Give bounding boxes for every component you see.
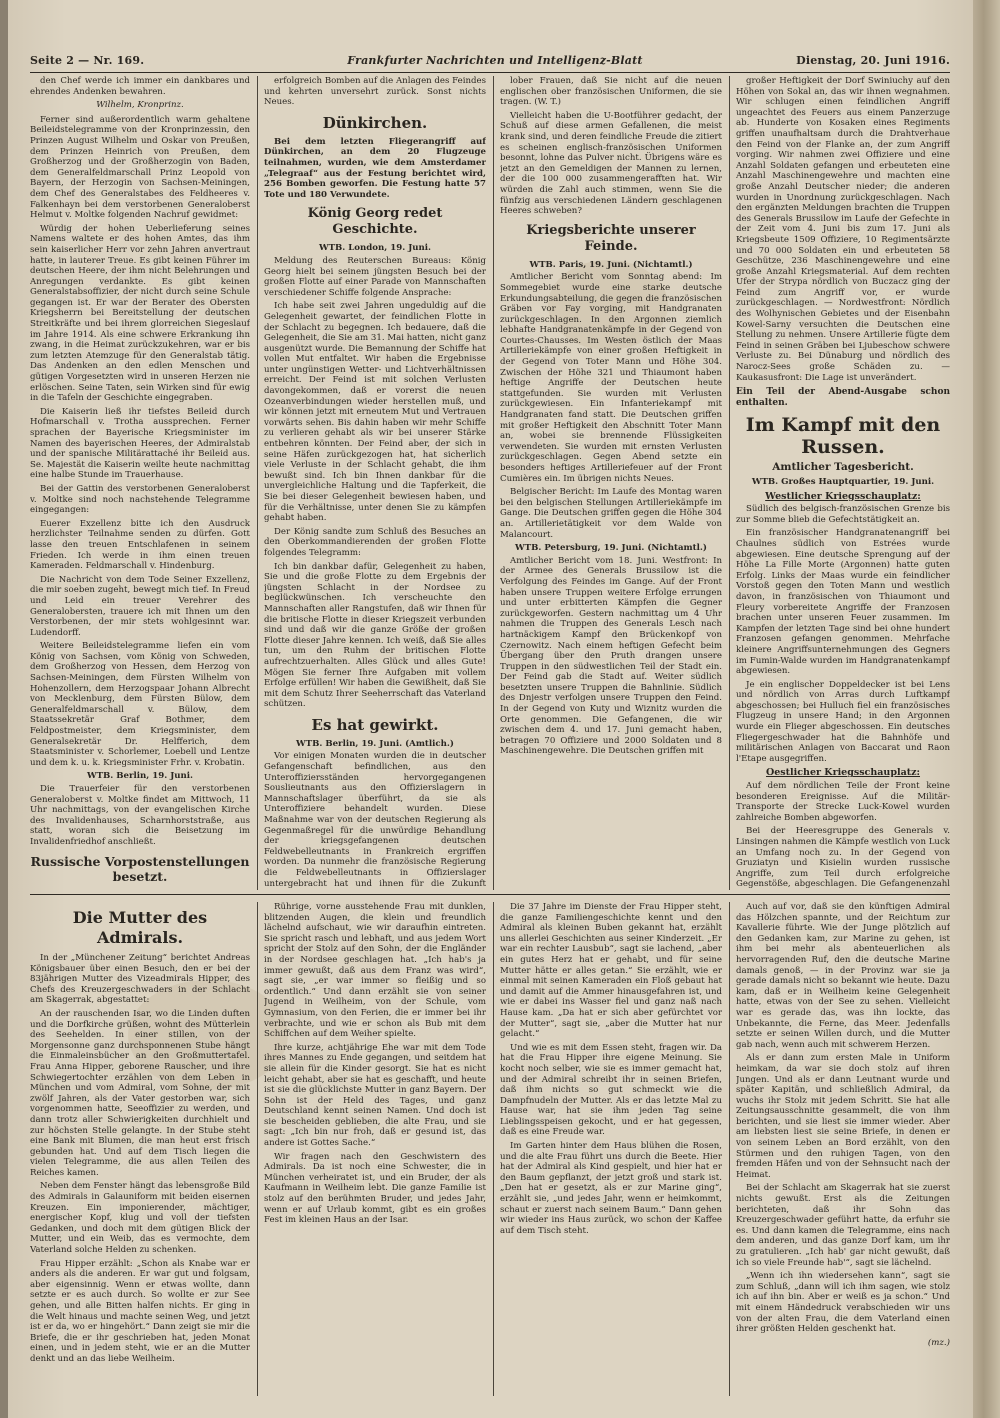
page-number: Seite 2 — Nr. 169. <box>30 54 145 67</box>
article-headline: Es hat gewirkt. <box>311 715 439 734</box>
issue-date: Dienstag, 20. Juni 1916. <box>796 54 950 67</box>
column-rule <box>257 902 258 1396</box>
paragraph: Frau Hipper erzählt: „Schon als Knabe war er anders als die anderen. Er war gut und folgsam, aber eigensinnig. Wenn er etwas wollte, dann setzte er es auch durch. So wollte er zur See gehen, und alle Bitten halfen nichts. Er ging in die Welt hinaus und machte seinen Weg, und jetzt ist er da, wo er hingehört.“ Dann zeigt sie mir die Briefe, die er ihr geschrieben hat, jeden Monat einen, und in jedem steht, wie er an die Mutter denkt und an das liebe Weilheim. <box>30 1258 250 1364</box>
column-4 <box>736 76 950 888</box>
paragraph: Und wie es mit dem Essen steht, fragen wir. Da hat die Frau Hipper ihre eigene Meinung. Sie kocht noch selber, wie sie es immer gemacht hat, und der Admiral schreibt ihr in seinen Briefen, daß ihm nichts so gut schmeckt wie die Dampfnudeln der Mutter. Als er das letzte Mal zu Hause war, hat sie ihm jeden Tag seine Lieblingsspeisen gekocht, und er hat gegessen, daß es eine Freude war. <box>500 1042 722 1138</box>
paragraph: Amtlicher Bericht vom Sonntag abend: Im Sommegebiet wurde eine starke deutsche Erkundungsabteilung, die gegen die französischen Gräben vor Fay vorging, mit Handgranaten zurückgeschlagen. In den Argonnen ziemlich lebhafte Handgranatenkämpfe in der Gegend von Courtes-Chausses. Im Westen östlich der Maas Artilleriekämpfe von einer großen Heftigkeit in der Gegend von Toter Mann und Höhe 304. Zwischen der Höhe 321 und Thiaumont haben heftige Angriffe der Deutschen heute stattgefunden. Sie wurden mit Verlusten zurückgewiesen. Ein Infanteriekampf mit Handgranaten fand statt. Die Deutschen griffen mit großer Heftigkeit den Abschnitt Toter Mann an, wobei sie brennende Flüssigkeiten verwendeten. Sie wurden mit ernsten Verlusten zurückgeschlagen. Gegen Abend setzte ein besonders heftiges Artilleriefeuer auf der Front Cumières ein. Im übrigen nichts Neues. <box>500 272 722 484</box>
adjacent-page-edge <box>973 0 1000 1418</box>
page-header <box>30 50 950 73</box>
sub-headline: Amtlicher Tagesbericht. <box>772 461 914 474</box>
paragraph: Bei der Schlacht am Skagerrak hat sie zuerst nichts gewußt. Erst als die Zeitungen berichteten, daß ihr Sohn das Kreuzergeschwader geführt hatte, da erfuhr sie es. Und dann kamen die Telegramme, eins nach dem anderen, und das ganze Dorf kam, um ihr zu gratulieren. „Ich hab' gar nicht gewußt, daß ich so viele Freunde hab'“, sagt sie lächelnd. <box>736 1183 950 1268</box>
paragraph: Ein französischer Handgranatenangriff bei Chaulnes südlich von Estrées wurde abgewiesen. Eine deutsche Sprengung auf der Höhe La Fille Morte (Argonnen) hatte guten Erfolg. Links der Maas wurde ein feindlicher Vorstoß gegen den Toten Mann und westlich davon, in französischen von Thiaumont und Fleury vorbereitete Angriffe der Franzosen brachen unter unseren Feuer zusammen. Im Kampfen der letzten Tage sind bei ohne hundert Franzosen gefangen genommen. Mehrfache kleinere Angriffsunternehmungen des Gegners im Fumin-Walde wurden im Handgranatenkampf abgewiesen. <box>736 528 950 677</box>
column-rule <box>729 902 730 1396</box>
section-heading: Oestlicher Kriegsschauplatz: <box>765 767 921 779</box>
paragraph: An der rauschenden Isar, wo die Linden duften und die Dorfkirche grüßen, wohnt des Mütterlein des Seehelden. In einer stillen, von der Morgensonne ganz durchsponnenen Stube hängt die Einmaleinsbücher an den Großmuttertafel. Frau Anna Hipper, geborene Rauscher, und ihre Schwiegertochter erzählen von dem Leben in München und vom Admiral, vom Sohne, der mit zwölf Jahren, als der Vater gestorben war, sich vorgenommen hatte, Seeoffizier zu werden, und dann trotz aller Schwierigkeiten durchhielt und zur höchsten Stelle gelangte. In der Stube steht eine Bank mit Blumen, die man heut erst frisch gebunden hat. Und auf dem Tisch liegen die vielen Telegramme, die aus allen Teilen des Reiches kamen. <box>30 1008 250 1178</box>
paragraph: lober Frauen, daß Sie nicht auf die neuen englischen ober französischen Uniformen, die sie tragen. (W. T.) <box>500 76 722 108</box>
article-headline: Russische Vorpostenstellungen besetzt. <box>30 853 250 884</box>
article-headline: König Georg redet Geschichte. <box>307 206 443 238</box>
dateline: WTB. Berlin, 19. Juni. <box>86 771 194 782</box>
paragraph: Auf dem nördlichen Teile der Front keine besonderen Ereignisse. Auf die Militär-Transporte der Strecke Luck-Kowel wurden zahlreiche Bomben abgeworfen. <box>736 781 950 823</box>
article-headline: Kriegsberichte unserer Feinde. <box>526 222 696 254</box>
paragraph: In der „Münchener Zeitung“ berichtet Andreas Königsbauer über einen Besuch, den er bei der 83jährigen Mutter des Vizeadmirals Hipper, des Chefs des Kreuzergeschwaders in der Schlacht am Skagerrak, abgestattet: <box>30 953 250 1006</box>
column-1 <box>30 76 250 888</box>
paragraph: Rührige, vorne ausstehende Frau mit dunklen, blitzenden Augen, die klein und freundlich lächelnd aufschaut, wie wir daraufhin eintreten. Sie spricht rasch und lebhaft, und aus jedem Wort spricht der Stolz auf den Sohn, der die Engländer in der Nordsee geschlagen hat. „Ich hab's ja immer gewußt, daß aus dem Franz was wird“, sagt sie, „er war immer so fleißig und so ordentlich.“ Und dann erzählt sie von seiner Jugend in Weilheim, von der Schule, vom Gymnasium, von den Ferien, die er immer bei ihr verbrachte, und wie er schon als Bub mit dem Schiffchen auf dem Weiher spielte. <box>264 902 486 1040</box>
paragraph: Weitere Beileidstelegramme liefen ein vom König von Sachsen, vom König von Schweden, dem Großherzog von Hessen, dem Herzog von Sachsen-Meiningen, dem Fürsten Wilhelm von Hohenzollern, dem Herzogspaar Johann Albrecht von Mecklenburg, dem Fürsten Bülow, dem Generalfeldmarschall v. Bülow, dem Staatssekretär Graf Bothmer, dem Feldpostmeister, dem Kriegsminister, dem Generalsekretär Dr. Helfferich, dem Staatsminister v. Schorlemer, Loebell und Lentze und dem k. u. k. Kriegsminister Frhr. v. Krobatin. <box>30 641 250 768</box>
dateline: WTB. Berlin, 19. Juni. (Amtlich.) <box>296 738 454 749</box>
paragraph: Euerer Exzellenz bitte ich den Ausdruck herzlichster Teilnahme senden zu dürfen. Gott lasse den treuen Entschlafenen in seinem Frieden. Ich werde in ihm einen treuen Kameraden. Feldmarschall v. Hindenburg. <box>30 518 250 572</box>
feature-column-1 <box>30 902 250 1394</box>
paragraph: Vor einigen Monaten wurden die in deutscher Gefangenschaft befindlichen, aus den Unteroffiziersständen hervorgegangenen Souslieutnants aus den Offizierslagern in Mannschaftslager überführt, da sie als Unteroffiziere behandelt wurden. Diese Maßnahme war von der deutschen Regierung als Gegenmaßregel für die unwürdige Behandlung der kriegsgefangenen deutschen Feldwebelleutnants in Frankreich ergriffen worden. Da nunmehr die französische Regierung die Feldwebelleutnants in Offizierslager untergebracht hat und ihnen für die Zukunft <box>264 751 486 888</box>
paragraph: Ihre kurze, achtjährige Ehe war mit dem Tode ihres Mannes zu Ende gegangen, und seitdem hat sie allein für die Kinder gesorgt. Sie hat es nicht leicht gehabt, aber sie hat es geschafft, und heute ist sie die glücklichste Mutter in ganz Bayern. Der Sohn ist der Held des Tages, und ganz Deutschland kennt seinen Namen. Und doch ist sie bescheiden geblieben, die alte Frau, und sie sagt: „Ich bin nur froh, daß er gesund ist, das andere ist Gottes Sache.“ <box>264 1042 486 1149</box>
column-rule <box>729 76 730 890</box>
paragraph: Wir fragen nach den Geschwistern des Admirals. Da ist noch eine Schwester, die in München verheiratet ist, und ein Bruder, der als Kaufmann in Weilheim lebt. Die ganze Familie ist stolz auf den berühmten Bruder, und jedes Jahr, wenn er auf Urlaub kommt, gibt es ein großes Fest im kleinen Haus an der Isar. <box>264 1151 486 1226</box>
main-headline: Im Kampf mit den Russen. <box>745 414 941 459</box>
paragraph: Ferner sind außerordentlich warm gehaltene Beileidstelegramme von der Kronprinzessin, den Prinzen August Wilhelm und Oskar von Preußen, dem Prinzen Heinrich von Preußen, dem Großherzog und der Großherzogin von Baden, dem Generalfeldmarschall Prinz Leopold von Bayern, der Herzogin von Sachsen-Meiningen, dem Chef des Generalstabes des Feldheeres v. Falkenhayn bei dem verstorbenen Generaloberst Helmut v. Moltke folgenden Nachruf gewidmet: <box>30 114 250 221</box>
paragraph: großer Heftigkeit der Dorf Swiniuchy auf den Höhen von Sokal an, das wir ihnen wegnahmen. Wir schlugen einen feindlichen Angriff ungeachtet des Feuers aus einem Panzerzuge ab. Hunderte von Kosaken eines Regiments griffen unaufhaltsam durch die Drahtverhaue den Feind von der Flanke an, der zum Angriff vorging. Wir nahmen zwei Offiziere und eine Anzahl Soldaten gefangen und erbeuteten eine Anzahl Maschinengewehre und machten eine große Anzahl Deutscher nieder; die anderen wurden in Unordnung zurückgeschlagen. Nach den ergänzten Meldungen brachten die Truppen des Generals Brussilow im Laufe der Gefechte in der Zeit vom 4. Juni bis zum 17. Juni als Kriegsbeute 1509 Offiziere, 10 Regimentsärzte und 70 000 Soldaten ein und erbeuteten 58 Geschütze, 236 Maschinengewehre und eine große Anzahl Kriegsmaterial. Auf dem rechten Ufer der Strypa nördlich von Buczacz ging der Feind zum Angriff vor, er wurde zurückgeschlagen. — Nordwestfront: Nördlich des Wolhynischen Gebietes und der Eisenbahn Kowel-Sarny versuchten die Deutschen eine Stellung zu nehmen. Unsere Artillerie fügte dem Feind in seinen Gräben bei Ljubeschow schwere Verluste zu. Bei Dünaburg und nördlich des Narocz-Sees große Schäden zu. — Kaukasusfront: Die Lage ist unverändert. <box>736 76 950 383</box>
paragraph: Würdig der hohen Ueberlieferung seines Namens waltete er des hohen Amtes, das ihm sein kaiserlicher Herr vor zehn Jahren anvertraut hatte, in lauterer Treue. Es gibt keinen Führer im deutschen Heere, der ihm nicht Belehrungen und Anregungen verdankte. Es gibt keinen Generalstabsoffizier, der nicht durch seine Schule gegangen ist. Er war der Berater des Obersten Kriegsherrn bei Bereitstellung der deutschen Streitkräfte und bei ihrem glorreichen Siegeslauf im Jahre 1914. Als eine schwere Erkrankung ihn zwang, in die Heimat zurückzukehren, war er bis zum letzten Atemzuge für den Generalstab tätig. Das Andenken an den edlen Menschen und gütigen Vorgesetzten wird in unseren Herzen nie erlöschen. Seine Taten, sein Wirken sind für ewig in die Tafeln der Geschichte eingegraben. <box>30 223 250 404</box>
column-3 <box>500 76 722 888</box>
dateline: WTB. Petersburg, 19. Juni. (Nichtamtl.) <box>515 543 707 554</box>
paragraph: „Wenn ich ihn wiedersehen kann“, sagt sie zum Schluß, „dann will ich ihm sagen, wie stolz ich auf ihn bin. Aber er weiß es ja schon.“ Und mit einem Händedruck verabschieden wir uns von der alten Frau, die dem Vaterland einen ihrer größten Helden geschenkt hat. <box>736 1271 950 1335</box>
dateline: WTB. Paris, 19. Juni. (Nichtamtl.) <box>529 259 693 270</box>
paragraph: Je ein englischer Doppeldecker ist bei Lens und nördlich von Arras durch Luftkampf abgeschossen; bei Hulluch fiel ein französisches Flugzeug in unsere Hand; in den Argonnen wurde ein Flieger abgeschossen. Ein deutsches Fliegergeschwader hat die Bahnhöfe und militärischen Anlagen von Baccarat und Raon l'Etape ausgegriffen. <box>736 679 950 764</box>
paragraph: Auch auf vor, daß sie den künftigen Admiral das Hölzchen spannte, und der Reichtum zur Kavallerie führte. Wie der Junge plötzlich auf den Gedanken kam, zur Marine zu gehen, ist ihm bei mehr als abenteuerlichen als hervorragenden Ruf, den die deutsche Marine damals genoß, — in der Provinz war sie ja gerade damals nicht so bekannt wie heute. Dazu kam, daß er in Weilheim keine Gelegenheit hatte, etwas von der See zu sehen. Vielleicht war es gerade das, was ihn lockte, das Unbekannte, die Ferne, das Meer. Jedenfalls setzte er seinen Willen durch, und die Mutter gab nach, wenn auch mit schwerem Herzen. <box>736 902 950 1050</box>
newspaper-title: Frankfurter Nachrichten und Intelligenz-Blatt <box>347 54 643 67</box>
dateline: WTB. Großes Hauptquartier, 19. Juni. <box>751 477 935 487</box>
column-2 <box>264 76 486 888</box>
paragraph: Die Trauerfeier für den verstorbenen Generaloberst v. Moltke findet am Mittwoch, 11 Uhr nachmittags, von der evangelischen Kirche des Invalidenhauses, Scharnhorststraße, aus statt, woran sich die Beisetzung im Invalidenfriedhof anschließt. <box>30 784 250 847</box>
author-initials: (mz.) <box>927 1337 950 1348</box>
section-heading: Westlicher Kriegsschauplatz: <box>765 490 921 502</box>
paragraph: Bei der Gattin des verstorbenen Generaloberst v. Moltke sind noch nachstehende Telegramme eingegangen: <box>30 483 250 516</box>
feature-column-3 <box>500 902 722 1394</box>
dateline: WTB. London, 19. Juni. <box>318 243 432 254</box>
paragraph: Bei dem letzten Fliegerangriff auf Dünkirchen, an dem 20 Flugzeuge teilnahmen, wurden, wie dem Amsterdamer „Telegraaf“ aus der Festung berichtet wird, 256 Bomben geworfen. Die Festung hatte 57 Tote und 180 Verwundete. <box>264 136 486 200</box>
column-rule <box>493 902 494 1396</box>
paragraph: erfolgreich Bomben auf die Anlagen des Feindes und kehrten unversehrt zurück. Sonst nichts Neues. <box>264 76 486 108</box>
paragraph: Die 37 Jahre im Dienste der Frau Hipper steht, die ganze Familiengeschichte kennt und den Admiral als kleinen Buben gekannt hat, erzählt uns allerlei Geschichten aus seiner Kinderzeit. „Er war ein rechter Lausbub“, sagt sie lachend, „aber ein gutes Herz hat er gehabt, und für seine Mutter hätte er alles getan.“ Sie erzählt, wie er einmal mit seinen Kameraden ein Floß gebaut hat und damit auf die Ammer hinausgefahren ist, und wie er dabei ins Wasser fiel und ganz naß nach Hause kam. „Da hat er sich aber gefürchtet vor der Mutter“, sagt sie, „aber die Mutter hat nur gelacht.“ <box>500 902 722 1040</box>
article-headline: Dünkirchen. <box>322 113 428 132</box>
paragraph: Bei der Heeresgruppe des Generals v. Linsingen nahmen die Kämpfe westlich von Luck an Umfang noch zu. In der Gegend von Gruziatyn und Kisielin wurden russische Angriffe, zum Teil durch erfolgreiche Gegenstöße, abgeschlagen. Die Gefangenenzahl <box>736 826 950 888</box>
column-rule <box>257 76 258 890</box>
paragraph: Ich habe seit zwei Jahren ungeduldig auf die Gelegenheit gewartet, der feindlichen Flotte in der Schlacht zu begegnen. Ich bedauere, daß die Gelegenheit, die Sie am 31. Mai hatten, nicht ganz ausgenützt wurde. Die Bemannung der Schiffe hat vollen Mut entfaltet. Wir haben die Ergebnisse unter ungünstigen Wetter- und Lichtverhältnissen erreicht. Der Feind ist mit solchen Verlusten davongekommen, daß er vorerst die neuen Ozeanverbindungen wieder herstellen muß, und wir können jetzt mit erneutem Mut und Vertrauen vorwärts sehen. Bis dahin haben wir mehr Schiffe zu verlieren gehabt als wir bei unserer Stärke entbehren könnten. Der Feind aber, der sich in seine Häfen zurückgezogen hat, hat sicherlich viele Verluste in der Schlacht gehabt, die ihm bewußt sind. Ich bin Ihnen dankbar für die unvergleichliche Haltung und die Tapferkeit, die Sie bei dieser Gelegenheit bewiesen haben, und für die Verhältnisse, unter denen Sie zu kämpfen gehabt haben. <box>264 301 486 524</box>
paragraph: Die Kaiserin ließ ihr tiefstes Beileid durch Hofmarschall v. Trotha aussprechen. Ferner sprachen der Bayerische Kriegsminister im Namen des bayerischen Heeres, der Admiralstab und der spanische Militärattaché ihr Beileid aus. Se. Majestät die Kaiserin weilte heute nachmittag eine halbe Stunde im Trauerhause. <box>30 406 250 481</box>
signature: Wilhelm, Kronprinz. <box>96 100 184 111</box>
paragraph: Im Garten hinter dem Haus blühen die Rosen, und die alte Frau führt uns durch die Beete. Hier hat der Admiral als Kind gespielt, und hier hat er den Baum gepflanzt, der jetzt groß und stark ist. „Den hat er gesetzt, als er zur Marine ging“, erzählt sie, „und jedes Jahr, wenn er heimkommt, schaut er zuerst nach seinem Baum.“ Dann gehen wir wieder ins Haus zurück, wo schon der Kaffee auf dem Tisch steht. <box>500 1141 722 1236</box>
paragraph: Der König sandte zum Schluß des Besuches an den Oberkommandierenden der großen Flotte folgendes Telegramm: <box>264 526 486 558</box>
feature-column-4 <box>736 902 950 1394</box>
paragraph: Die Nachricht von dem Tode Seiner Exzellenz, die mir soeben zugeht, bewegt mich tief. In Freud und Leid ein treuer Verehrer des Generalobersten, trauere ich mit Ihnen um den Verstorbenen, der mir stets wohlgesinnt war. Ludendorff. <box>30 574 250 638</box>
paragraph: den Chef werde ich immer ein dankbares und ehrendes Andenken bewahren. <box>30 76 250 97</box>
paragraph: Amtlicher Bericht vom 18. Juni. Westfront: In der Armee des Generals Brussilow ist die Verfolgung des Feindes im Gange. Auf der Front haben unsere Truppen weitere Erfolge errungen und unter erbitterten Kämpfen die Gegner zurückgeworfen. Gestern nachmittag um 4 Uhr nahmen die Truppen des Generals Lesch nach hartnäckigem Kampf den Brückenkopf von Czernowitz. Nach einem heftigen Gefecht beim Übergang über den Pruth drangen unsere Truppen in den südwestlichen Teil der Stadt ein. Der Feind gab die Stadt auf. Weiter südlich besetzten unsere Truppen die Bahnlinie. Südlich des Dnjestr verfolgen unsere Truppen den Feind. In der Gegend von Kuty und Wiznitz wurden die Orte genommen. Die Gefangenen, die wir zwischen dem 4. und 17. Juni gemacht haben, betragen 70 Offiziere und 2000 Soldaten und 8 Maschinengewehre. Die Deutschen griffen mit <box>500 555 722 757</box>
paragraph: Meldung des Reuterschen Bureaus: König Georg hielt bei seinem jüngsten Besuch bei der großen Flotte auf einer Parade von Mannschaften verschiedener Schiffe folgende Ansprache: <box>264 255 486 298</box>
feature-headline: Die Mutter des Admirals. <box>72 908 208 947</box>
paragraph: Neben dem Fenster hängt das lebensgroße Bild des Admirals in Galauniform mit beiden eisernen Kreuzen. Ein imponierender, mächtiger, energischer Kopf, klug und voll der tiefsten Gedanken, und doch mit dem gütigen Blick der Mutter, und ein Weib, das es vermochte, dem Vaterland solche Helden zu schenken. <box>30 1181 250 1256</box>
paragraph: Belgischer Bericht: Im Laufe des Montag waren bei den belgischen Stellungen Artilleriekämpfe im Gange. Die Deutschen griffen gegen die Höhe 304 an. Artillerietätigkeit vor dem Walde von Malancourt. <box>500 487 722 540</box>
feature-column-2 <box>264 902 486 1394</box>
newspaper-page <box>8 0 973 1418</box>
section-divider <box>30 894 950 895</box>
paragraph: Vielleicht haben die U-Bootführer gedacht, der Schuß auf diese armen Gefallenen, die meist krank sind, und deren feindliche Freude die zitiert es scheinen englisch-französischen Uniformen besonnt, lohne das Pulver nicht. Übrigens wäre es jetzt an den Gemeldigen der Mannen zu lernen, der die 100 000 zusammengerafften hat. Wir würden die Zahl auch stimmen, wenn Sie die fünfzig aus verschiedenen Ländern geschlagenen Heeres schweben? <box>500 110 722 217</box>
paragraph: Südlich des belgisch-französischen Grenze bis zur Somme blieb die Gefechtstätigkeit an. <box>736 504 950 525</box>
column-rule <box>493 76 494 890</box>
paragraph: Als er dann zum ersten Male in Uniform heimkam, da war sie doch stolz auf ihren Jungen. Und als er dann Leutnant wurde und später Kapitän, und schließlich Admiral, da wuchs ihr Stolz mit jedem Schritt. Sie hat alle Zeitungsausschnitte gesammelt, die von ihm berichten, und sie liest sie immer wieder. Aber am liebsten liest sie seine Briefe, in denen er von seinem Leben an Bord erzählt, von den Stürmen und den ruhigen Tagen, von den fremden Häfen und von der Sehnsucht nach der Heimat. <box>736 1053 950 1180</box>
paragraph: Ich bin dankbar dafür, Gelegenheit zu haben, Sie und die große Flotte zu dem Ergebnis der jüngsten Schlacht in der Nordsee zu beglückwünschen. Ich verscheuchte den Mannschaften aller Rangstufen, daß wir Ihnen für die britische Flotte in dieser Kriegszeit verbunden sind und daß wir die ganze Größe der großen Flotte dieser Jahre kennen. Ich weiß, daß Sie alles tun, um den Ruhm der britischen Flotte aufrechtzuerhalten. Alles Glück und alles Gute! Mögen Sie ferner Ihre Aufgaben mit vollem Erfolge erfüllen! Wir haben die Gewißheit, daß Sie mit dem Schutz Ihrer Seeherrschaft das Vaterland schützen. <box>264 561 486 710</box>
edition-note: Ein Teil der Abend-Ausgabe schon enthalten. <box>736 387 950 408</box>
